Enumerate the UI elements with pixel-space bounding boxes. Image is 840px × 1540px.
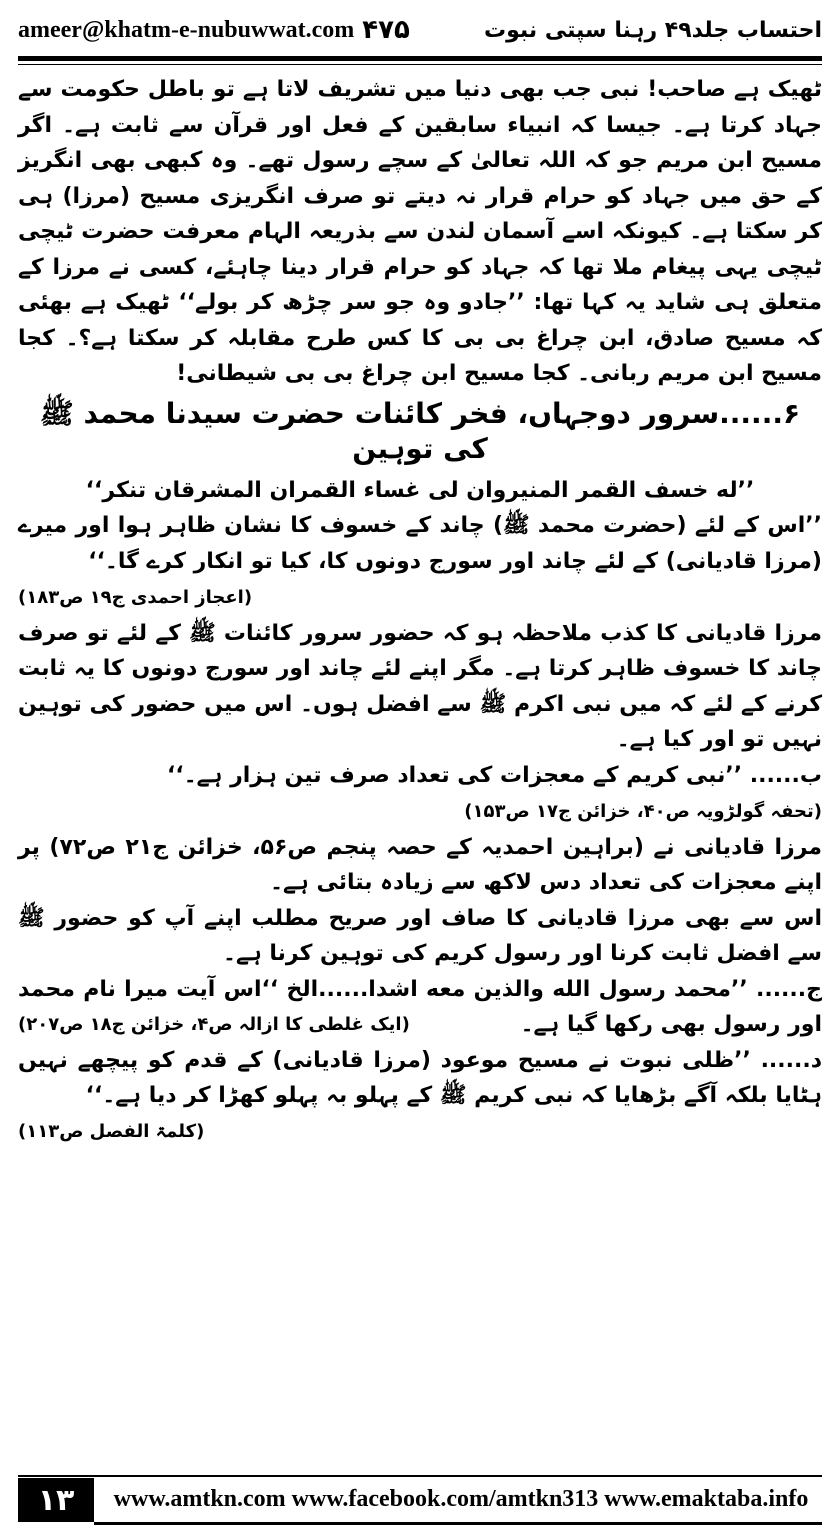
header-left xyxy=(18,15,410,45)
header-email[interactable]: ameer@khatm-e-nubuwwat.com xyxy=(18,16,355,43)
reference-4: (کلمۃ الفصل ص۱۱۳) xyxy=(18,1120,205,1142)
item-j-quote: ’’محمد رسول الله والذین معه اشدا......الخ ‘‘اس آیت میرا نام محمد اور رسول بھی رکھا گیا ہے۔ xyxy=(18,976,822,1037)
paragraph-2: مرزا قادیانی کا کذب ملاحظہ ہو کہ حضور سرور کائنات ﷺ کے لئے تو صرف چاند کا خسوف ظاہر کرتا ہے۔ مگر اپنے لئے چاند اور سورج دونوں کا یہ ثابت کرنے کے لئے کہ میں نبی اکرم ﷺ سے افضل ہوں۔ اس میں حضور کی توہین نہیں تو اور کیا ہے۔ xyxy=(18,620,822,752)
item-j xyxy=(18,972,822,1043)
item-b xyxy=(18,758,822,794)
paragraph-3: مرزا قادیانی نے (براہین احمدیہ کے حصہ پنجم ص۵۶، خزائن ج۲۱ ص۷۲) پر اپنے معجزات کی تعداد دس لاکھ سے زیادہ بتائی ہے۔ xyxy=(18,834,822,895)
book-title: احتساب جلد۴۹ رہنا سپتی نبوت xyxy=(484,17,822,43)
page-header xyxy=(18,10,822,50)
footer-urls[interactable]: www.amtkn.com www.facebook.com/amtkn313 www.emaktaba.info xyxy=(113,1486,809,1512)
quote-1: ’’اس کے لئے (حضرت محمد ﷺ) چاند کے خسوف کا نشان ظاہر ہوا اور میرے (مرزا قادیانی) کے لئے چاند اور سورج دونوں کا، کیا تو انکار کرے گا۔‘‘ xyxy=(18,513,822,574)
item-d-quote: ’’ظلی نبوت نے مسیح موعود (مرزا قادیانی) کے قدم کو پیچھے نہیں ہٹایا بلکہ آگے بڑھایا کہ نبی کریم ﷺ کے پہلو بہ پہلو کھڑا کر دیا ہے۔‘‘ xyxy=(18,1047,822,1108)
page-body xyxy=(18,72,822,1440)
section-heading: ۶......سرور دوجہاں، فخر کائنات حضرت سیدنا محمد ﷺ کی توہین xyxy=(39,396,801,465)
footer-rule-top xyxy=(18,1475,822,1477)
header-rule-thick xyxy=(18,56,822,61)
reference-1: (اعجاز احمدی ج۱۹ ص۱۸۳) xyxy=(18,587,253,608)
item-b-quote: ’’نبی کریم کے معجزات کی تعداد صرف تین ہزار ہے۔‘‘ xyxy=(167,762,743,788)
ref-1-wrap xyxy=(18,579,822,616)
paragraph-1: ٹھیک ہے صاحب! نبی جب بھی دنیا میں تشریف لاتا ہے تو باطل حکومت سے جہاد کرتا ہے۔ جیسا کہ انبیاء سابقین کے فعل اور قرآن سے ثابت ہے۔ اگر مسیح ابن مریم جو کہ اللہ تعالیٰ کے سچے رسول تھے۔ وہ کبھی بھی انگریز کے حق میں جہاد کو حرام قرار نہ دیتے تو صرف انگریزی مسیح (مرزا) ہی کر سکتا ہے۔ کیونکہ اسے آسمان لندن سے بذریعہ الہام معرفت حضرت ٹیچی ٹیچی یہی پیغام ملا تھا کہ جہاد کو حرام قرار دینا چاہئے، کسی نے مرزا کے متعلق ہی شاید یہ کہا تھا: ’’جادو وہ جو سر چڑھ کر بولے‘‘ ٹھیک ہے بھئی کہ مسیح صادق، ابن چراغ بی بی کا کس طرح مقابلہ کر سکتا ہے؟۔ کجا مسیح ابن مریم ربانی۔ کجا مسیح ابن چراغ بی بی شیطانی! xyxy=(18,77,822,386)
paragraph-4: اس سے بھی مرزا قادیانی کا صاف اور صریح مطلب اپنے آپ کو حضور ﷺ سے افضل ثابت کرنا اور رسول کریم کی توہین کرنا ہے۔ xyxy=(18,905,822,966)
footer-sheet-number: ۱۳ xyxy=(18,1478,94,1522)
reference-3: (ایک غلطی کا ازالہ ص۴، خزائن ج۱۸ ص۲۰۷) xyxy=(18,1014,410,1035)
reference-2: (تحفہ گولڑویہ ص۴۰، خزائن ج۱۷ ص۱۵۳) xyxy=(464,801,822,822)
item-b-label: ب...... xyxy=(749,762,822,788)
item-d xyxy=(18,1043,823,1142)
footer-rule-bottom xyxy=(94,1522,822,1525)
header-rule-thin xyxy=(18,64,822,65)
item-j-label: ج...... xyxy=(755,976,822,1002)
ref-2-wrap xyxy=(18,793,822,830)
item-d-label: د...... xyxy=(760,1047,823,1073)
arabic-quote: ’’له خسف القمر المنیروان لی غساء القمران المشرقان تنكر‘‘ xyxy=(85,477,755,503)
page-number: ۴۷۵ xyxy=(362,15,410,45)
